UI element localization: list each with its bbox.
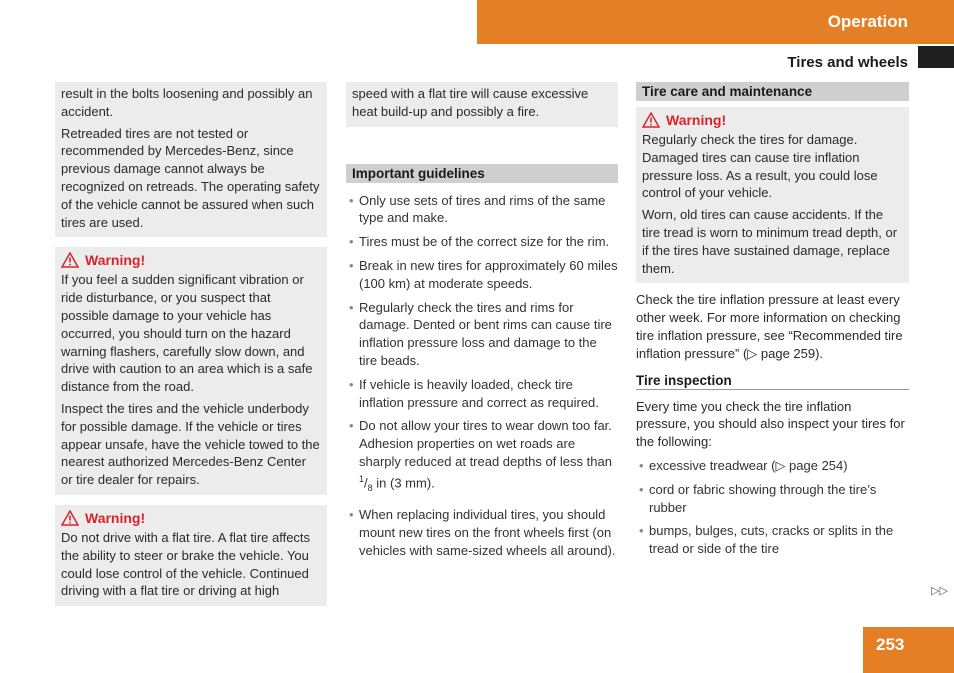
paragraph: Retreaded tires are not tested or recommended by Mercedes-Benz, since previous damage cannot always be recognized on retreads. The operating safety of the vehicle cannot be assured when such tires are used. xyxy=(61,125,320,230)
warning-title: Warning! xyxy=(85,509,146,526)
warning-title: Warning! xyxy=(666,112,727,128)
fraction-numerator: 1 xyxy=(359,473,365,484)
continue-arrow-icon: ▷▷ xyxy=(931,585,948,597)
list-item: • cord or fabric showing through the tire’s rubber xyxy=(636,481,909,517)
warning-box xyxy=(55,247,327,495)
list-item: • Do not allow your tires to wear down too far. Adhesion properties on wet roads are sharply reduced at tread depths of less than $^1/_8$ in (3 mm). xyxy=(346,417,618,497)
section-heading: Tire care and maintenance xyxy=(636,82,909,101)
warning-heading xyxy=(642,112,903,128)
warning-title: Warning! xyxy=(85,252,146,269)
list-item: • If vehicle is heavily loaded, check tire inflation pressure and correct as required. xyxy=(346,376,618,412)
column-2 xyxy=(346,82,618,566)
list-item: • When replacing individual tires, you should mount new tires on the front wheels first (on vehicles with same-sized wheels all around). xyxy=(346,506,618,559)
list-item: • Only use sets of tires and rims of the same type and make. xyxy=(346,192,618,228)
paragraph: Inspect the tires and the vehicle underbody for possible damage. If the vehicle or tires appear unsafe, have the vehicle towed to the nearest authorized Mercedes-Benz Center or tire dealer for repairs. xyxy=(61,400,320,488)
fraction-denominator: 8 xyxy=(367,482,373,493)
warning-triangle-icon xyxy=(61,252,79,268)
inspection-list xyxy=(636,457,909,558)
warning-heading xyxy=(61,252,321,268)
list-item: • excessive treadwear (▷ page 254) xyxy=(636,457,909,475)
section-heading: Important guidelines xyxy=(346,164,618,183)
paragraph: Check the tire inflation pressure at least every other week. For more information on checking tire inflation pressure, see “Recommended tire inflation pressure” (▷ page 259). xyxy=(636,292,903,361)
paragraph: Regularly check the tires for damage. Damaged tires can cause tire inflation pressure loss. As a result, you could lose control of your vehicle. xyxy=(642,132,878,201)
paragraph: Worn, old tires can cause accidents. If the tire tread is worn to minimum tread depth, or if the tires have sustained damage, replace them. xyxy=(642,207,898,276)
list-item: • Break in new tires for approximately 60 miles (100 km) at moderate speeds. xyxy=(346,257,618,293)
continued-box xyxy=(346,82,618,127)
item-text: Do not allow your tires to wear down too far. Adhesion properties on wet roads are sharply reduced at tread depths of less than xyxy=(359,418,612,469)
paragraph: result in the bolts loosening and possibly an accident. xyxy=(61,86,313,119)
paragraph: speed with a flat tire will cause excessive heat build-up and possibly a fire. xyxy=(352,86,589,119)
subsection-heading: Tire inspection xyxy=(636,373,909,390)
column-1 xyxy=(55,82,327,616)
warning-triangle-icon xyxy=(61,510,79,526)
warning-box xyxy=(636,107,909,283)
thumb-tab xyxy=(918,46,954,68)
paragraph: If you feel a sudden significant vibration or ride disturbance, or you suspect that possible damage to your vehicle has occurred, you should turn on the hazard warning flashers, carefully slow down, and drive with caution to an area which is a safe distance from the road. xyxy=(61,272,313,395)
warning-triangle-icon xyxy=(642,112,660,128)
page-number: 253 xyxy=(876,635,905,654)
subsection-title: Tires and wheels xyxy=(787,54,908,71)
column-3 xyxy=(636,82,909,564)
item-suffix: in (3 mm). xyxy=(372,475,435,491)
paragraph: Every time you check the tire inflation pressure, you should also inspect your tires for the following: xyxy=(636,398,905,450)
guidelines-list xyxy=(346,192,618,560)
section-title: Operation xyxy=(827,12,908,31)
warning-heading xyxy=(61,510,321,526)
paragraph: Do not drive with a flat tire. A flat tire affects the ability to steer or brake the vehicle. You could lose control of the vehicle. Continued driving with a flat tire or driving at high xyxy=(61,529,311,599)
list-item: • bumps, bulges, cuts, cracks or splits in the tread or side of the tire xyxy=(636,522,909,558)
list-item: • Tires must be of the correct size for the rim. xyxy=(346,233,618,251)
continued-box xyxy=(55,82,327,237)
warning-box xyxy=(55,505,327,606)
list-item: • Regularly check the tires and rims for damage. Dented or bent rims can cause tire inflation pressure loss and damage to the tire beads. xyxy=(346,299,618,370)
